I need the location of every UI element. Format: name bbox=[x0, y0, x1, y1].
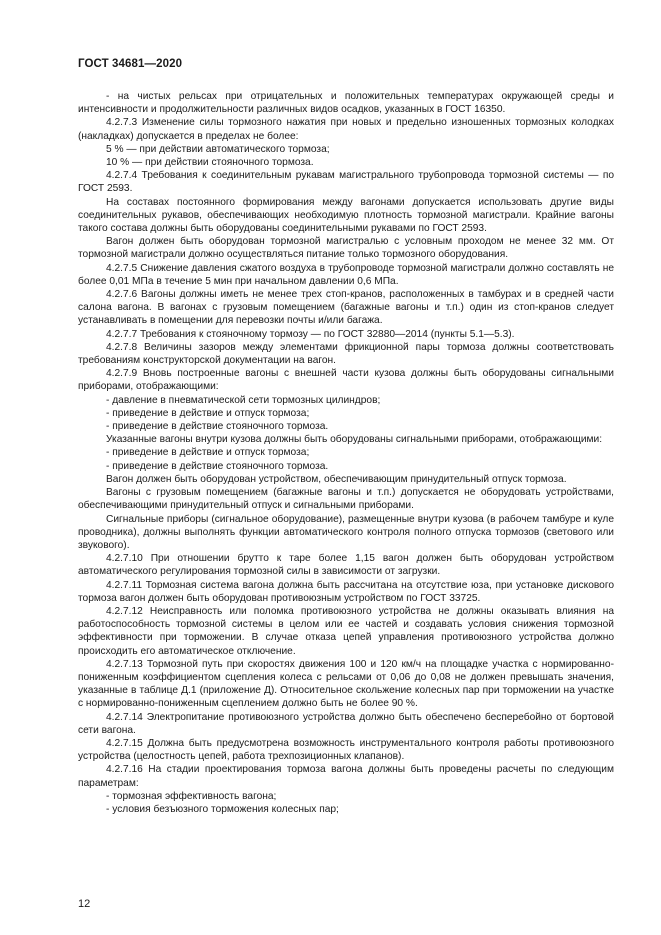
page-number: 12 bbox=[78, 898, 91, 910]
paragraph: На составах постоянного формирования между вагонами допускается использовать другие виды соединительных рукавов, обеспечивающих необходимую плотность тормозной магистрали. Крайние вагоны такого состава должны быть оборудованы соединительными рукавами по ГОСТ 2593. bbox=[78, 196, 614, 235]
list-item: - условия безъюзного торможения колесных пар; bbox=[106, 803, 339, 815]
paragraph: Сигнальные приборы (сигнальное оборудование), размещенные внутри кузова (в рабочем тамбуре и куле проводника), должны выполнять функции автоматического контроля полного отпуска тормозов (светового или звукового). bbox=[78, 513, 614, 551]
paragraph: 4.2.7.11 Тормозная система вагона должна быть рассчитана на отсутствие юза, при установке дискового тормоза вагон должен быть оборудован противоюзным устройством по ГОСТ 33725. bbox=[78, 579, 614, 604]
list-item: - тормозная эффективность вагона; bbox=[106, 790, 277, 802]
paragraph: 4.2.7.4 Требования к соединительным рукавам магистрального трубопровода тормозной системы — по ГОСТ 2593. bbox=[78, 170, 614, 195]
paragraph: 4.2.7.13 Тормозной путь при скоростях движения 100 и 120 км/ч на площадке участка с нормированно-пониженным коэффициентом сцепления колеса с рельсами от 0,06 до 0,08 не должен превышать значения, указанные в таблице Д.1 (приложение Д). Относительное скольжение колесных пар при торможении на участке с нормированно-пониженным сцеплением должно быть не более 90 %. bbox=[78, 658, 614, 710]
paragraph: 4.2.7.9 Вновь построенные вагоны с внешней части кузова должны быть оборудованы сигнальными приборами, отображающими: bbox=[78, 368, 614, 393]
paragraph: 4.2.7.5 Снижение давления сжатого воздуха в трубопроводе тормозной магистрали должно составлять не более 0,01 МПа в течение 5 мин при начальном давлении 0,6 МПа. bbox=[78, 262, 614, 287]
paragraph: 4.2.7.8 Величины зазоров между элементами фрикционной пары тормоза должны соответствовать требованиям конструкторской документации на вагон. bbox=[78, 341, 614, 367]
paragraph: Указанные вагоны внутри кузова должны быть оборудованы сигнальными приборами, отображающими: bbox=[106, 434, 603, 446]
paragraph: 4.2.7.16 На стадии проектирования тормоза вагона должны быть проведены расчеты по следующим параметрам: bbox=[78, 764, 614, 789]
list-item: - приведение в действие и отпуск тормоза; bbox=[106, 407, 310, 419]
paragraph: 5 % — при действии автоматического тормоза; bbox=[106, 143, 330, 155]
list-item: - приведение в действие стояночного тормоза. bbox=[106, 460, 329, 472]
paragraph: 10 % — при действии стояночного тормоза. bbox=[106, 157, 314, 169]
document-header: ГОСТ 34681—2020 bbox=[78, 58, 183, 70]
paragraph: 4.2.7.15 Должна быть предусмотрена возможность инструментального контроля работы противоюзного устройства (целостность цепей, работа трехпозиционных клапанов). bbox=[78, 737, 614, 763]
paragraph: 4.2.7.3 Изменение силы тормозного нажатия при новых и предельно изношенных тормозных колодках (накладках) допускается в пределах не более: bbox=[78, 117, 614, 142]
paragraph: 4.2.7.14 Электропитание противоюзного устройства должно быть обеспечено бесперебойно от бортовой сети вагона. bbox=[78, 711, 614, 736]
paragraph: 4.2.7.10 При отношении брутто к таре более 1,15 вагон должен быть оборудован устройством автоматического регулирования тормозной силы в зависимости от загрузки. bbox=[78, 553, 614, 578]
paragraph: 4.2.7.6 Вагоны должны иметь не менее трех стоп-кранов, расположенных в тамбурах и в средней части салона вагона. В вагонах с грузовым помещением (багажные вагоны и т.п.) один из стоп-кранов следует устанавливать в помещении для перевозки почты и/или багажа. bbox=[78, 289, 614, 327]
list-item: - приведение в действие стояночного тормоза. bbox=[106, 421, 329, 433]
list-item: - давление в пневматической сети тормозных цилиндров; bbox=[106, 394, 381, 406]
paragraph: Вагон должен быть оборудован устройством, обеспечивающим принудительный отпуск тормоза. bbox=[106, 473, 567, 485]
paragraph: Вагоны с грузовым помещением (багажные вагоны и т.п.) допускается не оборудовать устройствами, обеспечивающими принудительный отпуск и сигнальными приборами. bbox=[78, 487, 614, 512]
document-body bbox=[78, 90, 614, 816]
paragraph: 4.2.7.12 Неисправность или поломка противоюзного устройства не должны оказывать влияния на работоспособность тормозной системы в целом или ее частей и создавать условия снижения тормозной эффективности при торможении. В случае отказа цепей управления противоюзного устройства должно происходить его автоматическое отключение. bbox=[78, 605, 614, 657]
list-item: - приведение в действие и отпуск тормоза; bbox=[106, 447, 310, 459]
paragraph: - на чистых рельсах при отрицательных и положительных температурах окружающей среды и интенсивности и продолжительности различных видов осадков, указанных в ГОСТ 16350. bbox=[78, 91, 614, 116]
paragraph: Вагон должен быть оборудован тормозной магистралью с условным проходом не менее 32 мм. От тормозной магистрали должно осуществляться питание только тормозного оборудования. bbox=[78, 236, 614, 261]
paragraph: 4.2.7.7 Требования к стояночному тормозу — по ГОСТ 32880—2014 (пункты 5.1—5.3). bbox=[106, 328, 515, 340]
